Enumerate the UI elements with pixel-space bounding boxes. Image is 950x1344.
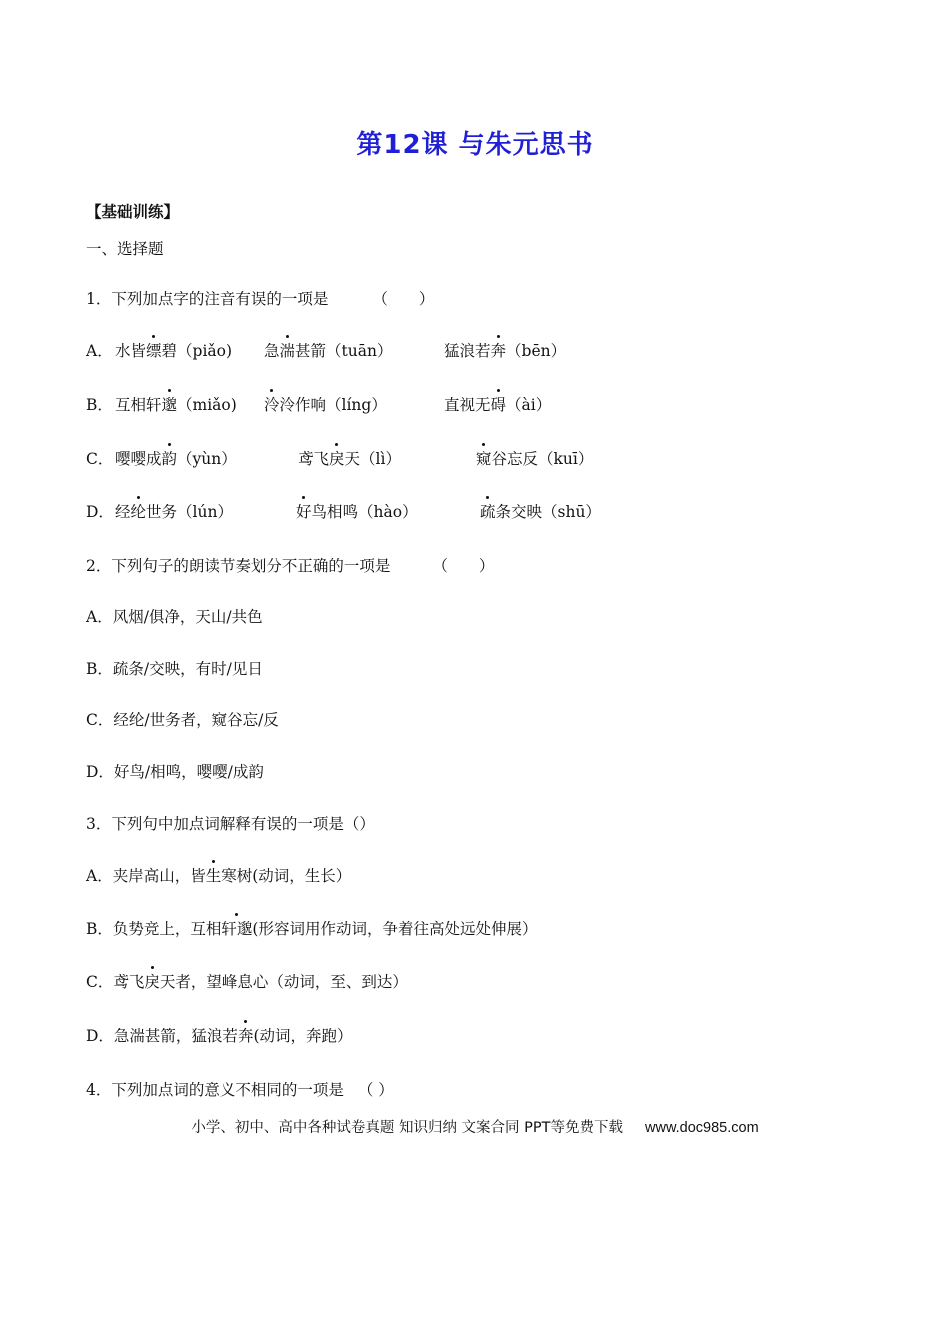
footer-url: www.doc985.com: [645, 1120, 759, 1136]
option-item: 水皆缥碧（piǎo): [115, 342, 233, 360]
option-item: 猛浪若奔（bēn）: [444, 342, 567, 360]
question-3-option-a: A．夹岸高山，皆生寒树(动词，生长）: [86, 867, 352, 885]
question-2-option-d: D．好鸟/相鸣，嘤嘤/成韵: [86, 763, 264, 781]
option-item: 直视无碍（ài）: [444, 396, 552, 414]
section-heading: 【基础训练】: [86, 203, 180, 221]
option-item: 好鸟相鸣（hào）: [296, 503, 418, 521]
emphasis-dot-char: 疏: [480, 503, 496, 521]
part-heading: 一、选择题: [86, 240, 164, 258]
emphasis-dot-char: 缥: [146, 342, 162, 360]
emphasis-dot-char: 好: [296, 503, 312, 521]
emphasis-dot-char: 窥: [476, 450, 492, 468]
question-1-stem: 1．下列加点字的注音有误的一项是 （ ）: [86, 290, 435, 308]
option-item: 泠泠作响（líng）: [264, 396, 387, 414]
question-2-option-c: C．经纶/世务者，窥谷忘/反: [86, 711, 279, 729]
question-3-option-d: D．急湍甚箭，猛浪若奔(动词，奔跑）: [86, 1027, 353, 1045]
footer-text: 小学、初中、高中各种试卷真题 知识归纳 文案合同 PPT等免费下载: [191, 1120, 624, 1136]
emphasis-dot-char: 奔: [490, 342, 507, 360]
emphasis-dot-char: 纶: [130, 503, 147, 521]
emphasis-dot-char: 戾: [329, 450, 345, 468]
emphasis-dot-char: 湍: [279, 342, 296, 360]
option-item: 互相轩邈（miǎo): [115, 396, 237, 414]
question-3-option-b: B．负势竞上，互相轩邈(形容词用作动词，争着往高处远处伸展）: [86, 920, 538, 938]
question-4-stem: 4．下列加点词的意义不相同的一项是 （ ）: [86, 1081, 394, 1099]
emphasis-dot-word: 轩邈: [221, 920, 253, 938]
option-item: 鸢飞戾天（lì）: [298, 450, 401, 468]
emphasis-dot-char: 碍: [490, 396, 507, 414]
option-item: 窥谷忘反（kuī）: [476, 450, 594, 468]
question-2-stem: 2．下列句子的朗读节奏划分不正确的一项是 （ ）: [86, 557, 495, 575]
option-label: A．: [86, 342, 113, 360]
question-2-option-a: A．风烟/俱净，天山/共色: [86, 608, 263, 626]
option-label: C．: [86, 450, 114, 468]
option-item: 嘤嘤成韵（yùn）: [115, 450, 237, 468]
question-2-option-b: B．疏条/交映，有时/见日: [86, 660, 263, 678]
page-title: 第12课 与朱元思书: [356, 130, 594, 160]
option-label: D．: [86, 503, 114, 521]
emphasis-dot-char: 邈: [161, 396, 178, 414]
emphasis-dot-word: 戾: [144, 973, 160, 991]
option-item: 经纶世务（lún）: [115, 503, 233, 521]
emphasis-dot-char: 泠: [264, 396, 280, 414]
question-3-stem: 3．下列句中加点词解释有误的一项是（）: [86, 815, 375, 833]
option-label: B．: [86, 396, 113, 414]
footer: [0, 1116, 950, 1137]
emphasis-dot-word: 奔: [237, 1027, 254, 1045]
option-item: 急湍甚箭（tuān）: [264, 342, 393, 360]
emphasis-dot-word: 生: [205, 867, 222, 885]
emphasis-dot-char: 韵: [161, 450, 178, 468]
option-item: 疏条交映（shū）: [480, 503, 601, 521]
question-3-option-c: C．鸢飞戾天者，望峰息心（动词，至、到达）: [86, 973, 408, 991]
